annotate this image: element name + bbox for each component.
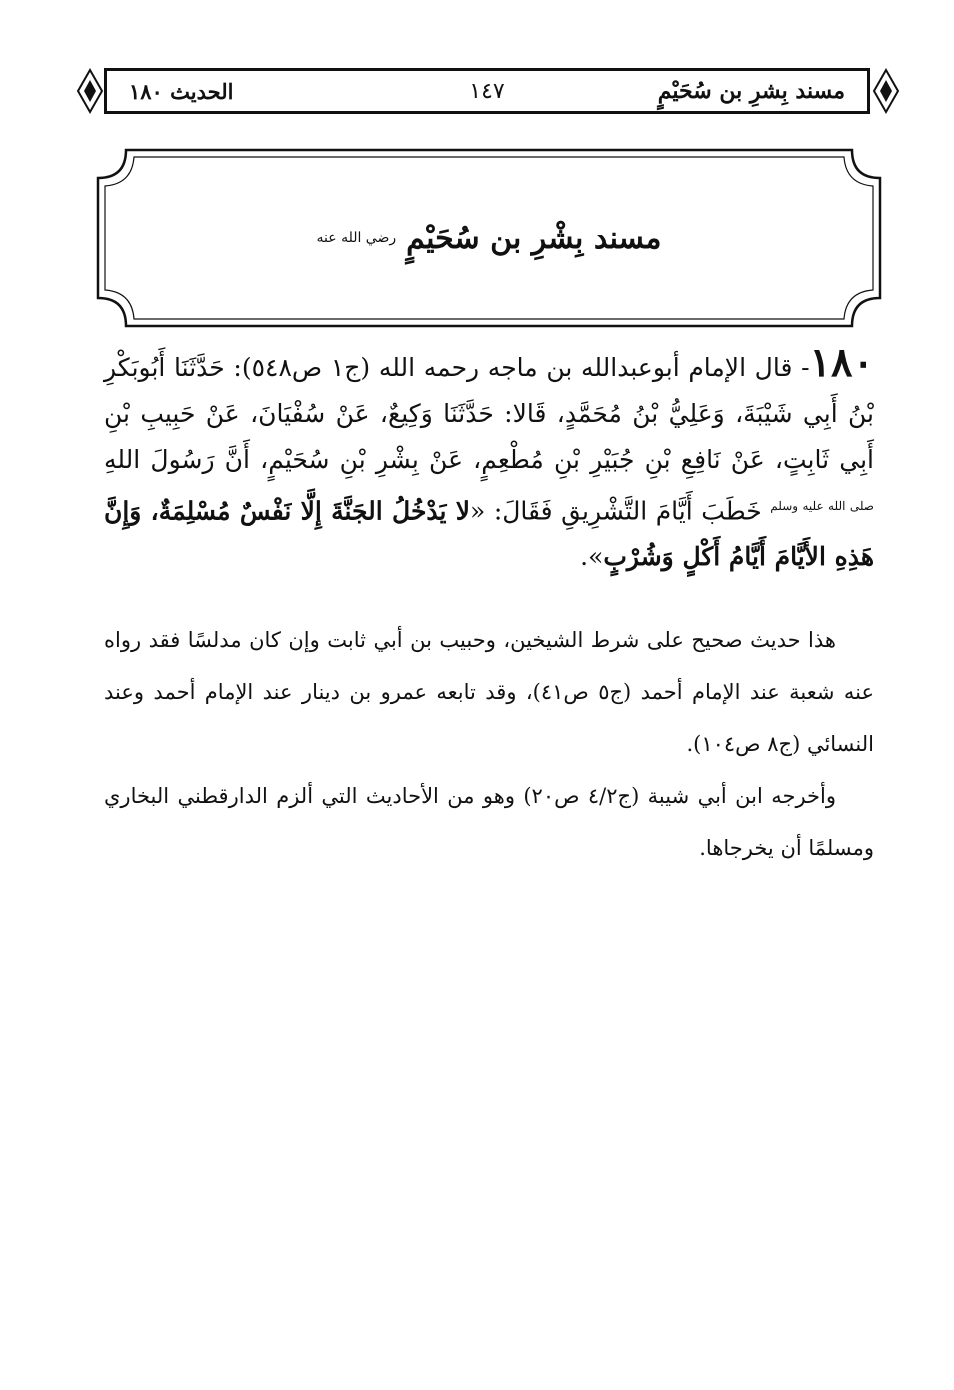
section-title: مسند بِشرِ بن سُحَيْمٍ: [657, 78, 845, 104]
running-header: [104, 68, 870, 114]
hadith-text: [104, 340, 874, 580]
commentary-paragraph: [104, 770, 874, 874]
page-number: ١٤٧: [469, 78, 505, 104]
ornament-icon: [76, 66, 104, 116]
hadith-label: الحديث ١٨٠: [129, 78, 234, 104]
commentary-paragraph: [104, 614, 874, 770]
hadith-matn: لا يَدْخُلُ الجَنَّةَ إِلَّا نَفْسٌ مُسْلِمَةٌ، وَإِنَّ هَذِهِ الأَيَّامَ أَيَّامُ أَكْلٍ وَشُرْبٍ: [104, 496, 874, 572]
salutation: صلى الله عليه وسلم: [770, 499, 874, 513]
hadith-isnad: - قال الإمام أبوعبدالله بن ماجه رحمه الله (ج١ ص٥٤٨): حَدَّثَنَا أَبُوبَكْرِ بْنُ أَبِي شَيْبَةَ، وَعَلِيُّ بْنُ مُحَمَّدٍ، قَالا: حَدَّثَنَا وَكِيعٌ، عَنْ سُفْيَانَ، عَنْ حَبِيبِ بْنِ أَبِي ثَابِتٍ، عَنْ نَافِعِ بْنِ جُبَيْرِ بْنِ مُطْعِمٍ، عَنْ بِشْرِ بْنِ سُحَيْمٍ، أَنَّ رَسُولَ اللهِ: [104, 353, 874, 474]
heading-text: مسند بِشْرِ بن سُحَيْمٍ: [406, 220, 662, 256]
honorific: رضي الله عنه: [316, 230, 397, 246]
hadith-number: ١٨٠: [809, 339, 874, 386]
commentary-text: هذا حديث صحيح على شرط الشيخين، وحبيب بن أبي ثابت وإن كان مدلسًا فقد رواه عنه شعبة عند الإمام أحمد (ج٥ ص٤١)، وقد تابعه عمرو بن دينار عند الإمام أحمد وعند النسائي (ج٨ ص١٠٤).: [104, 628, 874, 756]
section-heading: [96, 148, 882, 328]
hadith-close: ».: [580, 542, 604, 572]
hadith-lead: خَطَبَ أَيَّامَ التَّشْرِيقِ فَقَالَ: «: [470, 496, 762, 526]
commentary-text: وأخرجه ابن أبي شيبة (ج٤/٢ ص٢٠) وهو من الأحاديث التي ألزم الدارقطني البخاري ومسلمًا أن يخرجاها.: [104, 784, 874, 860]
title-frame: [96, 148, 882, 328]
ornament-icon: [872, 66, 900, 116]
